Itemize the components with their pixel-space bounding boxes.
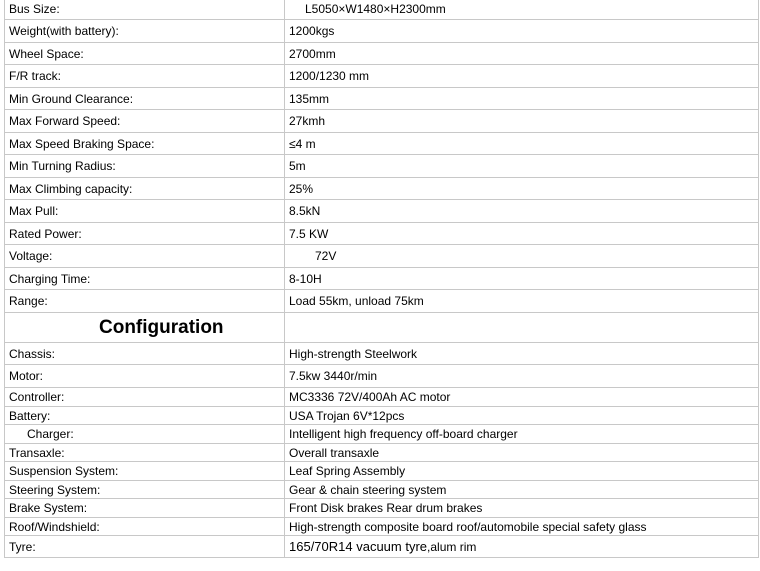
config-label: Tyre:	[5, 536, 285, 558]
spec-label: Bus Size:	[5, 0, 285, 20]
spec-value: 135mm	[285, 88, 759, 110]
config-value: 7.5kw 3440r/min	[285, 365, 759, 388]
empty-cell	[285, 313, 759, 343]
config-value: Front Disk brakes Rear drum brakes	[285, 499, 759, 518]
config-label: Roof/Windshield:	[5, 518, 285, 536]
table-row	[5, 481, 759, 499]
config-value: Leaf Spring Assembly	[285, 462, 759, 481]
table-row	[5, 536, 759, 558]
spec-value: 2700mm	[285, 43, 759, 65]
table-row	[5, 462, 759, 481]
table-row	[5, 20, 759, 43]
spec-value: 7.5 KW	[285, 223, 759, 245]
table-row	[5, 200, 759, 223]
config-value	[285, 536, 759, 558]
table-row	[5, 133, 759, 155]
table-row	[5, 425, 759, 444]
spec-label: Wheel Space:	[5, 43, 285, 65]
spec-label: Min Turning Radius:	[5, 155, 285, 178]
config-label: Transaxle:	[5, 444, 285, 462]
spec-label: Charging Time:	[5, 268, 285, 290]
table-row	[5, 88, 759, 110]
spec-label: Weight(with battery):	[5, 20, 285, 43]
tyre-spec: 165/70R14 vacuum tyre	[289, 538, 428, 554]
spec-label: Max Pull:	[5, 200, 285, 223]
table-row	[5, 65, 759, 88]
table-row	[5, 0, 759, 20]
spec-value: 8.5kN	[285, 200, 759, 223]
spec-value: 27kmh	[285, 110, 759, 133]
config-label: Brake System:	[5, 499, 285, 518]
table-row	[5, 518, 759, 536]
table-row	[5, 343, 759, 365]
config-value: USA Trojan 6V*12pcs	[285, 407, 759, 425]
table-row	[5, 365, 759, 388]
table-row	[5, 444, 759, 462]
table-row	[5, 110, 759, 133]
spec-value: 25%	[285, 178, 759, 200]
spec-value: 5m	[285, 155, 759, 178]
table-row	[5, 223, 759, 245]
config-value: Overall transaxle	[285, 444, 759, 462]
section-title: Configuration	[5, 313, 285, 343]
config-value: MC3336 72V/400Ah AC motor	[285, 388, 759, 407]
spec-value: ≤4 m	[285, 133, 759, 155]
spec-label: Max Speed Braking Space:	[5, 133, 285, 155]
spec-label: Max Forward Speed:	[5, 110, 285, 133]
table-row	[5, 290, 759, 313]
config-label: Motor:	[5, 365, 285, 388]
spec-value: 1200kgs	[285, 20, 759, 43]
spec-value: 8-10H	[285, 268, 759, 290]
table-row	[5, 499, 759, 518]
spec-value: 72V	[285, 245, 759, 268]
spec-label: Range:	[5, 290, 285, 313]
configuration-header-row	[5, 313, 759, 343]
config-label: Chassis:	[5, 343, 285, 365]
table-row	[5, 407, 759, 425]
config-value: Gear & chain steering system	[285, 481, 759, 499]
table-row	[5, 155, 759, 178]
spec-label: Rated Power:	[5, 223, 285, 245]
specification-table	[4, 0, 759, 558]
spec-label: Min Ground Clearance:	[5, 88, 285, 110]
config-label: Controller:	[5, 388, 285, 407]
config-label: Charger:	[5, 425, 285, 444]
spec-label: Voltage:	[5, 245, 285, 268]
spec-value: L5050×W1480×H2300mm	[285, 0, 759, 20]
config-value: Intelligent high frequency off-board charger	[285, 425, 759, 444]
table-row	[5, 43, 759, 65]
table-row	[5, 388, 759, 407]
config-value: High-strength composite board roof/automobile special safety glass	[285, 518, 759, 536]
spec-value: 1200/1230 mm	[285, 65, 759, 88]
spec-label: F/R track:	[5, 65, 285, 88]
table-row	[5, 268, 759, 290]
config-value: High-strength Steelwork	[285, 343, 759, 365]
config-label: Suspension System:	[5, 462, 285, 481]
table-row	[5, 245, 759, 268]
table-row	[5, 178, 759, 200]
config-label: Steering System:	[5, 481, 285, 499]
tyre-rim: ,alum rim	[427, 539, 477, 554]
spec-value: Load 55km, unload 75km	[285, 290, 759, 313]
spec-label: Max Climbing capacity:	[5, 178, 285, 200]
config-label: Battery:	[5, 407, 285, 425]
